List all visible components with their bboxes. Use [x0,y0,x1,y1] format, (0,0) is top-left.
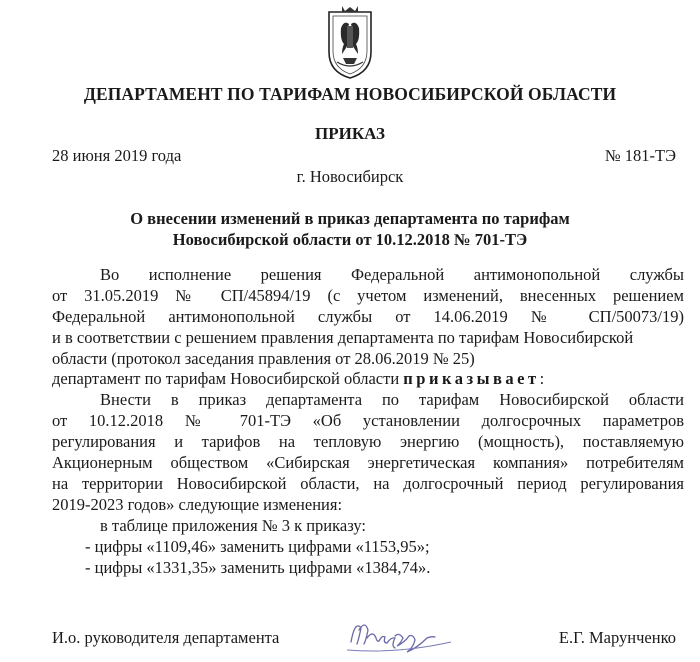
body-line: на территории Новосибирской области, на долгосрочный период регулирования [52,474,684,493]
body-line: 2019-2023 годов» следующие изменения: [52,495,343,514]
subject-line: Новосибирской области от 10.12.2018 № 701-ТЭ [172,230,528,249]
body-line: от 31.05.2019 № СП/45894/19 (с учетом изменений, внесенных решением [52,286,684,305]
decree-prefix: департамент по тарифам Новосибирской области [52,369,400,388]
body-line: Во исполнение решения Федеральной антимонопольной службы [100,265,684,284]
coat-of-arms-icon [327,4,373,80]
body-line: от 10.12.2018 № 701-ТЭ «Об установлении долгосрочных параметров [52,411,684,430]
body-line: области (протокол заседания правления от 28.06.2019 № 25) [52,349,475,368]
subject-line: О внесении изменений в приказ департамента по тарифам [130,209,570,228]
order-date: 28 июня 2019 года [52,146,182,165]
body-line: регулирования и тарифов на тепловую энергию (мощность), поставляемую [52,432,684,451]
decree-suffix: : [539,369,545,388]
department-title: ДЕПАРТАМЕНТ ПО ТАРИФАМ НОВОСИБИРСКОЙ ОБЛАСТИ [83,84,617,104]
city: г. Новосибирск [296,167,404,186]
body-line [52,369,684,390]
list-item: - цифры «1109,46» заменить цифрами «1153,95»; [85,537,430,556]
body-line: Внести в приказ департамента по тарифам Новосибирской области [100,390,684,409]
handwritten-signature-icon [345,612,455,656]
list-item: - цифры «1331,35» заменить цифрами «1384,74». [85,558,431,577]
signatory-name: Е.Г. Марунченко [558,628,676,647]
body-line: и в соответствии с решением правления департамента по тарифам Новосибирской [52,328,634,347]
order-number: № 181-ТЭ [604,146,676,165]
body-line: Федеральной антимонопольной службы от 14.06.2019 № СП/50073/19) [52,307,684,326]
body-line: Акционерным обществом «Сибирская энергетическая компания» потребителям [52,453,684,472]
order-subject [100,208,600,250]
document-type: ПРИКАЗ [315,124,385,143]
signatory-position: И.о. руководителя департамента [52,628,280,647]
list-intro: в таблице приложения № 3 к приказу: [100,516,367,535]
decree-verb: приказывает [403,369,540,388]
